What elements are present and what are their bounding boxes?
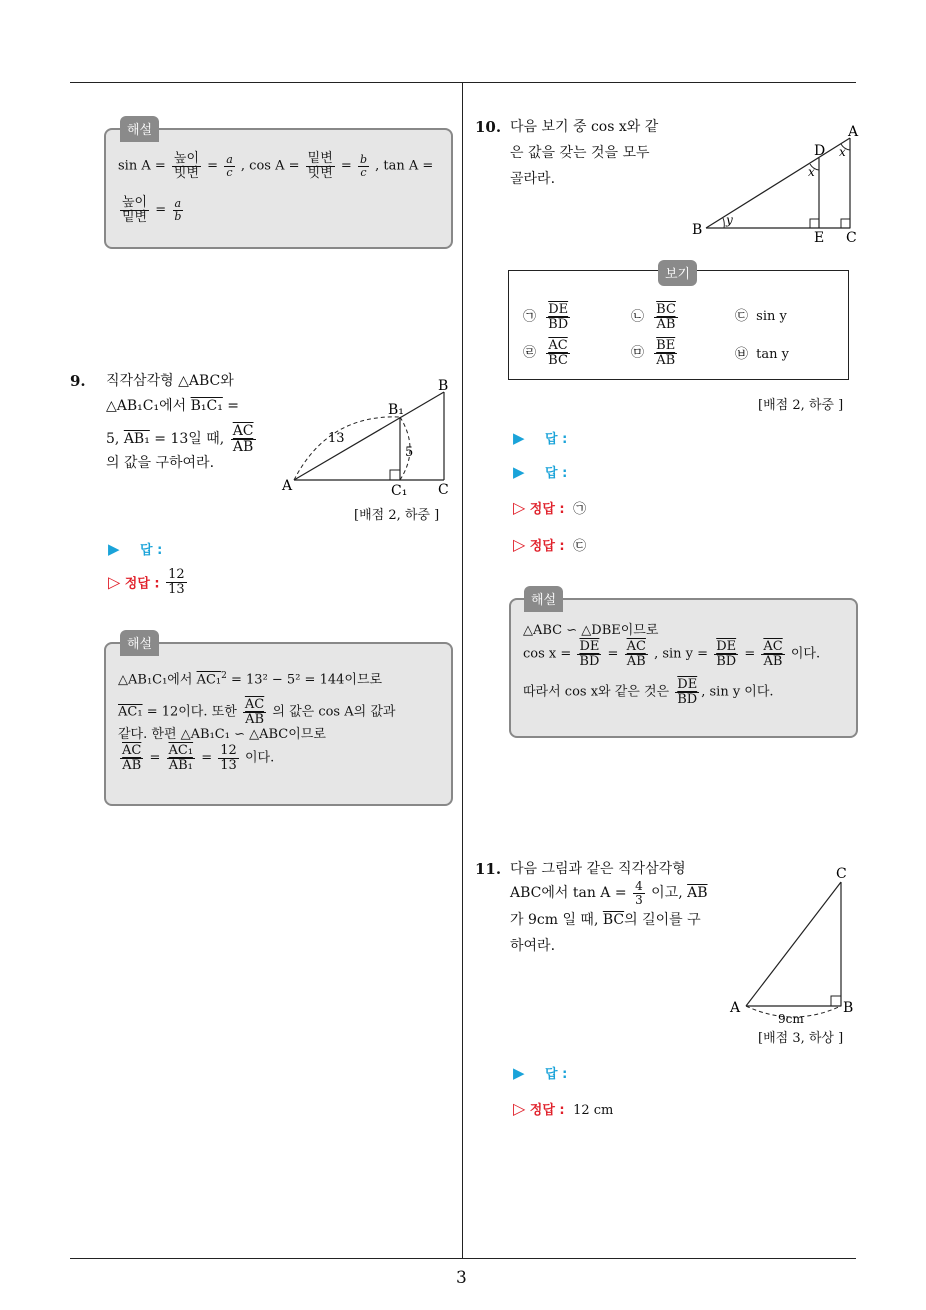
text: = bbox=[607, 646, 619, 662]
text: = bbox=[207, 158, 219, 174]
play-arrow-icon: ▶ bbox=[513, 1064, 525, 1082]
q9-text-line4: 의 값을 구하여라. bbox=[106, 455, 215, 471]
correct-label: 정답 : bbox=[529, 502, 565, 517]
hypotenuse-AB bbox=[294, 392, 444, 480]
text: = bbox=[149, 750, 161, 766]
denominator: BD bbox=[548, 316, 569, 332]
denominator: 빗변 bbox=[307, 165, 333, 181]
numerator: $\overline{BC}$ bbox=[656, 302, 676, 317]
choice-1 bbox=[523, 303, 572, 331]
q8-solution-line1 bbox=[118, 152, 433, 180]
bottom-rule bbox=[70, 1258, 856, 1259]
numerator: 높이 bbox=[122, 195, 148, 210]
q9-solution-line4 bbox=[118, 744, 274, 772]
choice-mark: ㉥ bbox=[735, 347, 749, 362]
denominator: 빗변 bbox=[173, 165, 200, 181]
q10-solution-box bbox=[509, 598, 858, 738]
segment: $\overline{AB}$ bbox=[687, 885, 708, 902]
denominator: AB bbox=[656, 352, 676, 368]
numerator: $\overline{DE}$ bbox=[579, 639, 600, 654]
q9-score: [배점 2, 하중 ] bbox=[354, 508, 440, 523]
q9-number: 9. bbox=[70, 372, 86, 390]
denominator: AB bbox=[656, 316, 676, 332]
text: , tan A = bbox=[375, 158, 434, 174]
page-number: 3 bbox=[456, 1268, 467, 1288]
fraction bbox=[358, 154, 369, 178]
q11-text-line3 bbox=[510, 911, 701, 930]
segment: AC₁ bbox=[196, 672, 222, 688]
fraction bbox=[120, 744, 143, 772]
label-D: D bbox=[814, 143, 826, 159]
q9-correct-row bbox=[108, 568, 189, 596]
segment: AC₁ bbox=[118, 704, 143, 720]
fraction bbox=[714, 640, 738, 668]
q9-solution-line3: 같다. 한편 △AB₁C₁ ∽ △ABC이므로 bbox=[118, 727, 326, 742]
fraction bbox=[231, 424, 256, 454]
numerator: $\overline{DE}$ bbox=[716, 639, 737, 654]
fraction bbox=[218, 744, 239, 772]
text: △AB₁C₁에서 bbox=[118, 672, 193, 688]
fraction bbox=[243, 698, 266, 726]
q9-text-line2 bbox=[106, 397, 239, 416]
fraction bbox=[675, 678, 699, 706]
choice-3 bbox=[735, 305, 787, 324]
q8-solution-box bbox=[104, 128, 453, 249]
label-C: C bbox=[846, 230, 857, 246]
choice-5 bbox=[631, 339, 679, 367]
text: = bbox=[744, 646, 756, 662]
text: 의 길이를 구 bbox=[624, 912, 701, 928]
q9-text-line3 bbox=[106, 424, 258, 454]
label-x2: x bbox=[839, 145, 846, 159]
text: , cos A = bbox=[240, 158, 300, 174]
top-rule bbox=[70, 82, 856, 83]
label-B: B bbox=[692, 222, 703, 238]
q10-solution-line3 bbox=[523, 678, 774, 706]
correct-label: 정답 : bbox=[124, 576, 160, 592]
denominator: 13 bbox=[220, 757, 237, 773]
label-A: A bbox=[730, 1000, 741, 1016]
text: = 12이다. 또한 bbox=[146, 704, 237, 720]
outline-arrow-icon: ▷ bbox=[108, 572, 121, 592]
label-B1: B₁ bbox=[388, 402, 404, 418]
q10-answer-row-2 bbox=[513, 462, 567, 481]
q11-number: 11. bbox=[475, 860, 502, 878]
numerator: 12 bbox=[168, 567, 185, 582]
correct-value: ㉢ bbox=[573, 539, 587, 554]
label-y: y bbox=[726, 213, 733, 227]
text: 5, bbox=[106, 431, 120, 448]
fraction bbox=[654, 339, 677, 367]
play-arrow-icon: ▶ bbox=[513, 463, 525, 481]
numerator: $\overline{DE}$ bbox=[548, 302, 569, 317]
angle-arc-y bbox=[723, 218, 724, 228]
hypotenuse-AC bbox=[746, 882, 841, 1006]
q9-solution-line1 bbox=[118, 670, 382, 689]
text: = bbox=[340, 158, 352, 174]
fraction bbox=[761, 640, 784, 668]
correct-value: 12 cm bbox=[573, 1103, 614, 1118]
right-angle-mark-E bbox=[810, 219, 819, 228]
fraction bbox=[625, 640, 648, 668]
text: 따라서 cos x와 같은 것은 bbox=[523, 684, 670, 700]
text: 이다. bbox=[790, 646, 821, 662]
label-C: C bbox=[836, 866, 847, 882]
denominator: AB bbox=[245, 711, 265, 727]
q10-text-line2: 은 값을 갖는 것을 모두 bbox=[510, 145, 650, 161]
text: , sin y = bbox=[654, 646, 709, 662]
text: ABC에서 tan A = bbox=[510, 885, 627, 902]
text: △AB₁C₁에서 bbox=[106, 398, 187, 414]
denominator: c bbox=[226, 165, 233, 179]
denominator: BD bbox=[579, 653, 600, 669]
numerator: $\overline{AC}$ bbox=[626, 639, 646, 654]
numerator: $\overline{AC}$ bbox=[232, 423, 254, 439]
fraction bbox=[577, 640, 601, 668]
outline-arrow-icon: ▷ bbox=[513, 1099, 526, 1118]
outline-arrow-icon: ▷ bbox=[513, 498, 526, 517]
numerator: a bbox=[174, 197, 182, 211]
q10-score: [배점 2, 하중 ] bbox=[758, 398, 844, 413]
choice-text: sin y bbox=[756, 309, 787, 324]
q10-text-line3: 골라라. bbox=[510, 171, 556, 187]
choice-mark: ㉢ bbox=[735, 309, 749, 324]
numerator: 4 bbox=[635, 879, 643, 893]
denominator: 밑변 bbox=[122, 209, 148, 225]
fraction bbox=[546, 339, 570, 367]
q10-answer-row-1 bbox=[513, 428, 567, 447]
right-angle-mark-C bbox=[841, 219, 850, 228]
denominator: b bbox=[174, 209, 182, 223]
denominator: AB bbox=[763, 653, 783, 669]
q11-figure bbox=[726, 862, 858, 1028]
numerator: $\overline{AC}$ bbox=[244, 697, 265, 712]
denominator: 13 bbox=[168, 581, 185, 597]
choice-text: tan y bbox=[756, 347, 789, 362]
fraction bbox=[120, 196, 149, 224]
label-9cm: 9cm bbox=[778, 1012, 804, 1026]
play-arrow-icon: ▶ bbox=[108, 540, 120, 558]
text: 의 값은 cos A의 값과 bbox=[272, 704, 396, 720]
fraction bbox=[546, 303, 570, 331]
q9-solution-tag: 해설 bbox=[120, 630, 159, 656]
q11-score: [배점 3, 하상 ] bbox=[758, 1031, 844, 1046]
answer-label: 답 : bbox=[545, 466, 568, 481]
label-C: C bbox=[438, 482, 449, 498]
correct-value: ㉠ bbox=[573, 502, 587, 517]
label-C1: C₁ bbox=[391, 483, 408, 499]
q10-correct-row-2 bbox=[513, 535, 586, 554]
label-E: E bbox=[814, 230, 825, 246]
denominator: 3 bbox=[635, 892, 643, 907]
choice-mark: ㉣ bbox=[523, 345, 537, 361]
q11-text-line4: 하여라. bbox=[510, 938, 556, 954]
label-x1: x bbox=[808, 165, 815, 179]
text: cos x = bbox=[523, 646, 572, 662]
q8-solution-line2 bbox=[118, 196, 185, 224]
q10-bogi-tag: 보기 bbox=[658, 260, 697, 286]
numerator: 12 bbox=[220, 743, 237, 758]
play-arrow-icon: ▶ bbox=[513, 429, 525, 447]
denominator: BC bbox=[548, 352, 568, 368]
answer-label: 답 : bbox=[545, 432, 568, 447]
q9-solution-line2 bbox=[118, 698, 395, 726]
text: = 13² − 5² = 144이므로 bbox=[231, 672, 383, 688]
choice-6 bbox=[735, 343, 789, 362]
denominator: BD bbox=[716, 653, 737, 669]
text: 이다. bbox=[244, 750, 275, 766]
fraction bbox=[224, 154, 235, 178]
q10-figure bbox=[688, 120, 866, 250]
q11-correct-row bbox=[513, 1099, 613, 1118]
q11-answer-row bbox=[513, 1063, 567, 1082]
segment: $\overline{BC}$ bbox=[602, 912, 625, 928]
fraction bbox=[306, 152, 335, 180]
text: = 13일 때, bbox=[154, 431, 225, 448]
text: 이고, bbox=[651, 885, 683, 902]
label-B: B bbox=[843, 1000, 854, 1016]
numerator: b bbox=[359, 153, 367, 167]
numerator: $\overline{AC}$ bbox=[122, 743, 142, 758]
text: , sin y 이다. bbox=[701, 684, 774, 700]
denominator: AB bbox=[626, 653, 646, 669]
correct-label: 정답 : bbox=[529, 1103, 565, 1118]
fraction bbox=[172, 198, 183, 222]
denominator: c bbox=[360, 165, 367, 179]
q10-solution-tag: 해설 bbox=[524, 586, 563, 612]
q10-text-line1: 다음 보기 중 cos x와 같 bbox=[510, 119, 659, 135]
fraction bbox=[654, 303, 678, 331]
correct-fraction bbox=[166, 568, 187, 596]
label-A: A bbox=[848, 124, 859, 140]
q9-figure bbox=[278, 374, 458, 502]
numerator: AC₁ bbox=[168, 743, 194, 758]
q11-text-line1: 다음 그림과 같은 직각삼각형 bbox=[510, 861, 686, 877]
numerator: a bbox=[226, 153, 233, 167]
q11-text-line2 bbox=[510, 880, 708, 906]
denominator: AB₁ bbox=[168, 757, 193, 773]
q10-number: 10. bbox=[475, 118, 502, 136]
q10-choices-box bbox=[508, 270, 849, 380]
exponent: 2 bbox=[221, 671, 227, 681]
q9-answer-row bbox=[108, 539, 162, 558]
text: sin A = bbox=[118, 158, 166, 174]
segment: AB₁ bbox=[123, 431, 150, 448]
q10-solution-line2 bbox=[523, 640, 820, 668]
right-angle-mark bbox=[831, 996, 841, 1006]
right-angle-mark bbox=[390, 470, 400, 480]
denominator: AB bbox=[122, 757, 142, 773]
text: = bbox=[155, 202, 167, 218]
text: = bbox=[227, 398, 240, 414]
choice-2 bbox=[631, 303, 680, 331]
text: = bbox=[201, 750, 213, 766]
answer-label: 답 : bbox=[140, 543, 163, 558]
fraction bbox=[167, 744, 196, 772]
text: 가 9cm 일 때, bbox=[510, 912, 599, 928]
q9-text-line1: 직각삼각형 △ABC와 bbox=[106, 373, 234, 389]
answer-label: 답 : bbox=[545, 1067, 568, 1082]
correct-label: 정답 : bbox=[529, 539, 565, 554]
q10-solution-line1: △ABC ∽ △DBE이므로 bbox=[523, 623, 659, 638]
denominator: BD bbox=[677, 691, 698, 707]
outline-arrow-icon: ▷ bbox=[513, 535, 526, 554]
choice-4 bbox=[523, 339, 572, 367]
numerator: $\overline{AC}$ bbox=[763, 639, 783, 654]
numerator: $\overline{AC}$ bbox=[548, 338, 568, 353]
q9-solution-box bbox=[104, 642, 453, 806]
q8-solution-tag: 해설 bbox=[120, 116, 159, 142]
column-divider bbox=[462, 82, 463, 1258]
numerator: $\overline{BE}$ bbox=[656, 338, 676, 353]
label-5: 5 bbox=[405, 445, 414, 460]
q10-correct-row-1 bbox=[513, 498, 586, 517]
label-13: 13 bbox=[328, 431, 345, 446]
numerator: 높이 bbox=[173, 151, 200, 166]
segment: B₁C₁ bbox=[190, 398, 223, 414]
label-B: B bbox=[438, 378, 449, 394]
choice-mark: ㉡ bbox=[631, 309, 645, 325]
label-A: A bbox=[282, 478, 293, 494]
fraction bbox=[633, 880, 645, 906]
choice-mark: ㉤ bbox=[631, 345, 645, 361]
choice-mark: ㉠ bbox=[523, 309, 537, 325]
denominator: AB bbox=[232, 438, 254, 455]
numerator: $\overline{DE}$ bbox=[677, 677, 698, 692]
numerator: 밑변 bbox=[307, 151, 333, 166]
fraction bbox=[172, 152, 201, 180]
